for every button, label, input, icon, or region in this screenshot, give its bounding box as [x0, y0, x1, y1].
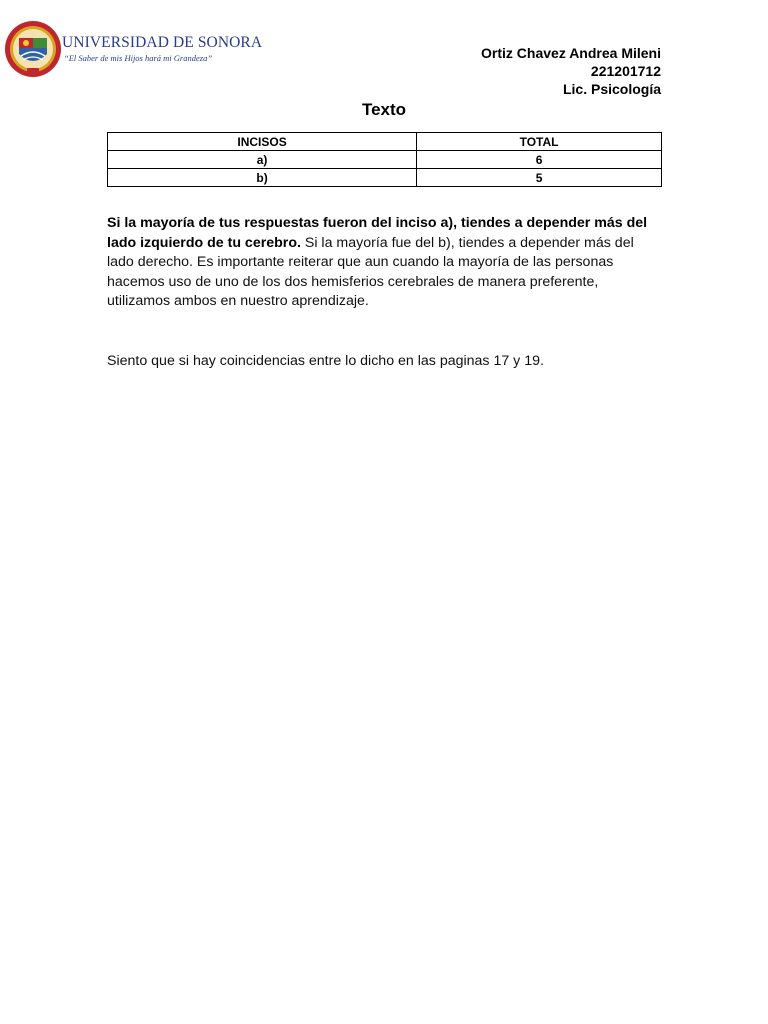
university-name: UNIVERSIDAD DE SONORA [62, 34, 263, 51]
author-name: Ortiz Chavez Andrea Mileni [481, 45, 661, 61]
explanation-bold-lead: Si la mayoría de tus respuestas fueron del inciso a), tiendes a depender más del lado izquierdo de tu cerebro. [107, 215, 648, 251]
student-id: 221201712 [590, 63, 661, 79]
table-header-row [108, 133, 662, 151]
page-title: Texto [361, 100, 407, 119]
column-header-incisos: INCISOS [108, 133, 417, 151]
university-logo [4, 18, 264, 80]
table-cell-option: b) [108, 169, 417, 187]
table-row [108, 169, 662, 187]
university-seal-icon [4, 18, 62, 80]
table-cell-option: a) [108, 151, 417, 169]
table-cell-total: 6 [417, 151, 662, 169]
author-info [481, 44, 661, 98]
explanation-paragraph [107, 214, 663, 312]
table-cell-total: 5 [417, 169, 662, 187]
university-motto: “El Saber de mis Hijos hará mi Grandeza” [64, 53, 213, 63]
explanation-rest: Si la mayoría fue del b), tiendes a depender más del lado derecho. Es importante reiterar que aun cuando la mayoría de las personas hacemos uso de uno de los dos hemisferios cerebrales de manera preferente, utilizamos ambos en nuestro aprendizaje. [107, 234, 634, 309]
results-table [107, 132, 662, 187]
conclusion-paragraph: Siento que si hay coincidencias entre lo dicho en las paginas 17 y 19. [107, 353, 544, 369]
table-row [108, 151, 662, 169]
column-header-total: TOTAL [417, 133, 662, 151]
program-name: Lic. Psicología [562, 81, 661, 97]
